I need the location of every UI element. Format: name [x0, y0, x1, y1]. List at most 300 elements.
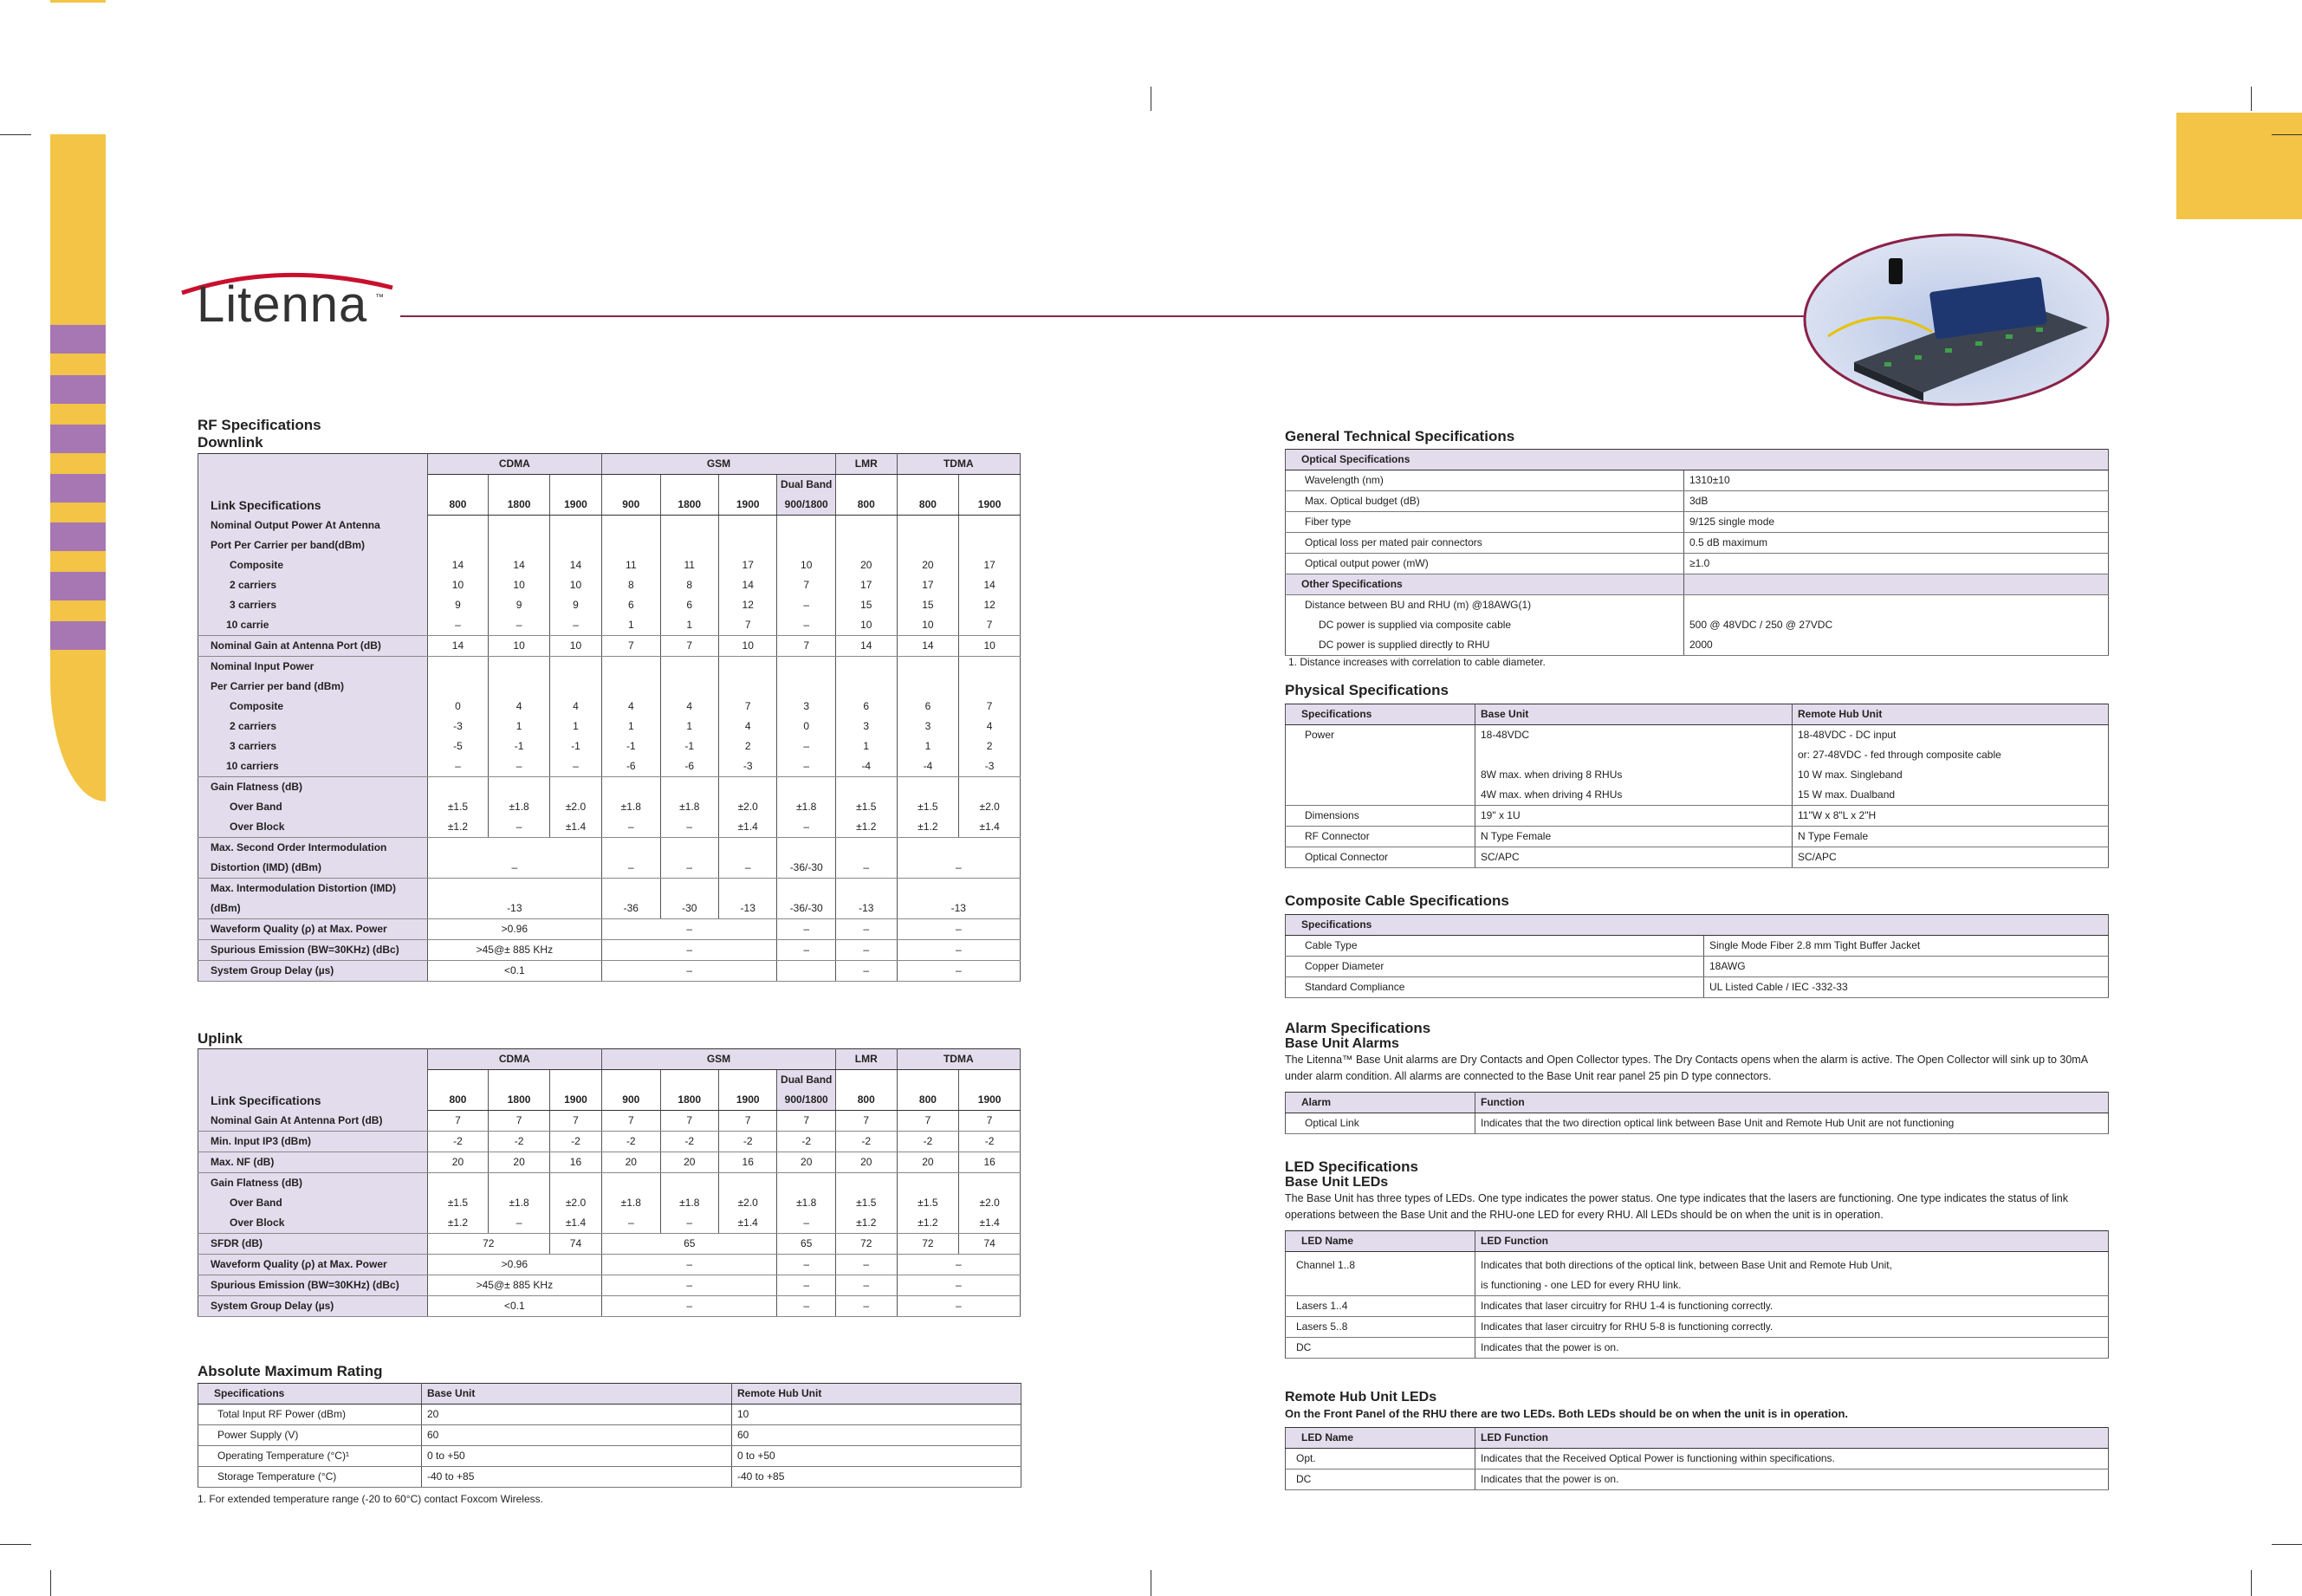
- row-label: Max. Second Order Intermodulation: [211, 840, 387, 853]
- cell: Optical loss per mated pair connectors: [1286, 533, 1684, 554]
- table-row: [198, 776, 1021, 837]
- dc-composite-label: DC power is supplied via composite cable: [1319, 619, 1512, 631]
- band-header: 800: [427, 1070, 489, 1111]
- cell: –: [897, 1255, 1020, 1275]
- band-header: 800: [427, 475, 489, 516]
- cell: ±1.8: [620, 1197, 641, 1209]
- cell: –: [602, 1255, 777, 1275]
- cell-line: Indicates that both directions of the optical link, between Base Unit and Remote Hub Unit,: [1481, 1259, 1892, 1271]
- cell: 7: [986, 699, 993, 712]
- cell: Indicates that laser circuitry for RHU 5-8 is functioning correctly.: [1475, 1317, 2109, 1338]
- cell: Power Supply (V): [198, 1425, 422, 1446]
- cell: –: [573, 618, 579, 631]
- table-row: [198, 1132, 1021, 1152]
- cell: 11: [684, 558, 695, 571]
- cell: ±1.5: [856, 1197, 877, 1209]
- cell: –: [455, 759, 461, 772]
- cell: -3: [742, 759, 753, 772]
- distance-label: Distance between BU and RHU (m) @18AWG(1): [1305, 599, 1532, 611]
- cell: 11: [626, 558, 637, 571]
- cell-line: 18-48VDC: [1481, 729, 1530, 741]
- row-label: System Group Delay (µs): [198, 960, 428, 981]
- uplink-table: [198, 1048, 1021, 1317]
- cell: 0.5 dB maximum: [1684, 533, 2109, 554]
- cell: <0.1: [427, 960, 601, 981]
- col-header: Specifications: [1286, 915, 2109, 936]
- table-row: [198, 918, 1021, 939]
- cell: -5: [453, 739, 463, 752]
- cell: 20: [427, 1152, 489, 1173]
- col-header: Remote Hub Unit: [1793, 704, 2109, 725]
- group-lmr: LMR: [835, 454, 897, 475]
- cell: 65: [602, 1234, 777, 1255]
- table-row: [198, 1425, 1021, 1446]
- cell: 10: [489, 635, 550, 656]
- cell-line: 18-48VDC - DC input: [1798, 729, 1897, 741]
- table-row: [1286, 847, 2109, 868]
- cell: 9: [455, 598, 461, 611]
- cell: -1: [514, 739, 524, 752]
- cell: 7: [549, 1111, 601, 1132]
- cell: 7: [660, 1111, 718, 1132]
- cell: -13: [835, 878, 897, 918]
- cell: ±1.5: [918, 800, 938, 813]
- cell: –: [803, 618, 810, 631]
- cell: 60: [732, 1425, 1021, 1446]
- cell: 10: [718, 635, 776, 656]
- col-header: Base Unit: [1475, 704, 1793, 725]
- link-spec-header: Link Specifications: [198, 454, 428, 516]
- cell: 17: [742, 558, 754, 571]
- cell: 2: [744, 739, 751, 752]
- cell: 10: [922, 618, 934, 631]
- row-sublabel: Over Band: [230, 800, 282, 813]
- cell: –: [686, 1216, 693, 1229]
- row-label: Spurious Emission (BW=30KHz) (dBc): [198, 1275, 428, 1296]
- cell: 60: [422, 1425, 732, 1446]
- cell: 1: [863, 739, 870, 752]
- cell: ±1.5: [918, 1197, 938, 1209]
- cell: 1: [686, 618, 693, 631]
- alarm-description: The Litenna™ Base Unit alarms are Dry Contacts and Open Collector types. The Dry Contacts opens when the alarm is active. The Open Collector will sink up to 30mA under alarm condition. All alarms are connected to the Base Unit rear panel 25 pin D type connectors.: [1285, 1054, 2088, 1082]
- cell: ±1.4: [565, 1216, 587, 1229]
- cell: ±1.4: [979, 1216, 1000, 1229]
- alarm-specs-title: Alarm Specifications: [1285, 1020, 1431, 1036]
- col-header: Specifications: [198, 1384, 422, 1405]
- cable-specs-table: [1285, 914, 2109, 998]
- cell: 65: [777, 1234, 836, 1255]
- cell: -6: [684, 759, 695, 772]
- col-header: LED Name: [1286, 1231, 1475, 1252]
- cell: Copper Diameter: [1286, 957, 1704, 977]
- group-lmr: LMR: [835, 1049, 897, 1070]
- purple-stripe: [50, 325, 106, 354]
- table-row: [198, 1446, 1021, 1467]
- cell: –: [835, 837, 897, 878]
- row-label: (dBm): [211, 901, 241, 914]
- cell: –: [516, 618, 522, 631]
- cell-spacer: [1689, 595, 2103, 615]
- cell: 72: [835, 1234, 897, 1255]
- cell: 10: [860, 618, 872, 631]
- cell: Wavelength (nm): [1286, 470, 1684, 491]
- purple-stripe: [50, 375, 106, 404]
- table-row: [198, 1234, 1021, 1255]
- table-row: [198, 1405, 1021, 1425]
- downlink-title: Downlink: [198, 434, 263, 451]
- row-label: Nominal Output Power At Antenna: [211, 518, 380, 531]
- cell: -13: [897, 878, 1020, 918]
- cell: 0: [803, 719, 810, 732]
- cell: -36: [602, 878, 660, 918]
- cell: 20: [835, 1152, 897, 1173]
- cell: ±1.8: [620, 800, 641, 813]
- cell: 17: [860, 578, 872, 591]
- purple-stripe: [50, 425, 106, 453]
- table-row: [1286, 936, 2109, 957]
- cell: –: [602, 939, 777, 960]
- cell: Optical Connector: [1286, 847, 1475, 868]
- cell: ±1.4: [737, 1216, 758, 1229]
- cell: 7: [744, 699, 751, 712]
- row-label: SFDR (dB): [198, 1234, 428, 1255]
- table-row: [1286, 957, 2109, 977]
- cell: Indicates that laser circuitry for RHU 1-4 is functioning correctly.: [1475, 1296, 2109, 1317]
- cell: –: [455, 618, 461, 631]
- cell: 20: [489, 1152, 550, 1173]
- purple-stripe: [50, 522, 106, 551]
- row-label: Nominal Gain at Antenna Port (dB): [198, 635, 428, 656]
- table-row: [198, 1255, 1021, 1275]
- cell: 2: [986, 739, 993, 752]
- cell: 1: [516, 719, 522, 732]
- cell: Indicates that the power is on.: [1475, 1338, 2109, 1359]
- cell: 14: [835, 635, 897, 656]
- cell: 10: [732, 1405, 1021, 1425]
- rhu-led-table: [1285, 1427, 2109, 1490]
- table-row: [198, 656, 1021, 776]
- table-row: [1286, 806, 2109, 827]
- dc-composite-value: 500 @ 48VDC / 250 @ 27VDC: [1689, 619, 1833, 631]
- cell: -2: [777, 1132, 836, 1152]
- cell: ±1.2: [918, 820, 938, 833]
- row-label: Spurious Emission (BW=30KHz) (dBc): [198, 939, 428, 960]
- amr-title: Absolute Maximum Rating: [198, 1363, 383, 1379]
- cell: ≥1.0: [1684, 554, 2109, 574]
- cell: N Type Female: [1793, 827, 2109, 847]
- row-sublabel: 3 carriers: [230, 598, 277, 611]
- dual-band-header: Dual Band: [777, 475, 836, 496]
- cell: ±1.8: [509, 1197, 529, 1209]
- crop-mark: [2272, 134, 2302, 135]
- col-header: LED Function: [1475, 1231, 2109, 1252]
- cell: >0.96: [427, 918, 601, 939]
- cell: 20: [777, 1152, 836, 1173]
- cell: –: [897, 939, 1020, 960]
- band-header: 1800: [489, 1070, 550, 1111]
- cell: Dimensions: [1286, 806, 1475, 827]
- cell: -2: [897, 1132, 959, 1152]
- cell: –: [777, 939, 836, 960]
- row-label: System Group Delay (µs): [198, 1296, 428, 1317]
- row-sublabel: Over Block: [230, 820, 285, 833]
- table-row: [198, 635, 1021, 656]
- band-header: 1900: [549, 1070, 601, 1111]
- cell: ±1.8: [679, 1197, 700, 1209]
- cell: ±1.8: [796, 1197, 817, 1209]
- row-sublabel: Over Block: [230, 1216, 285, 1229]
- cell: RF Connector: [1286, 827, 1475, 847]
- table-row: [1286, 1338, 2109, 1359]
- cell: ±2.0: [565, 800, 587, 813]
- table-row: [1286, 512, 2109, 533]
- cell: 1: [627, 618, 634, 631]
- cell: 14: [427, 635, 489, 656]
- cell: –: [627, 820, 634, 833]
- cell: -2: [718, 1132, 776, 1152]
- top-yellow-mark: [50, 0, 106, 3]
- cell: -3: [984, 759, 995, 772]
- cell: 7: [718, 1111, 776, 1132]
- cell: –: [897, 1296, 1020, 1317]
- general-specs-table: [1285, 449, 2109, 656]
- crop-mark: [0, 134, 31, 135]
- cell: Channel 1..8: [1286, 1252, 1475, 1296]
- band-header: 800: [897, 475, 959, 516]
- cell: –: [835, 918, 897, 939]
- crop-mark: [2272, 1544, 2302, 1545]
- cell: 10: [569, 578, 582, 591]
- table-row: [1286, 1113, 2109, 1134]
- row-sublabel: Over Band: [230, 1197, 282, 1209]
- cell: 20: [897, 1152, 959, 1173]
- cell: –: [516, 759, 522, 772]
- cell: -2: [602, 1132, 660, 1152]
- cell: DC: [1286, 1338, 1475, 1359]
- rhu-led-title: Remote Hub Unit LEDs: [1285, 1390, 1437, 1405]
- cell: -4: [923, 759, 933, 772]
- cell: 1: [924, 739, 931, 752]
- group-cdma: CDMA: [427, 1049, 601, 1070]
- dc-direct-value: 2000: [1689, 639, 1713, 651]
- cell: 7: [986, 618, 993, 631]
- cell: 7: [803, 578, 810, 591]
- cell: 17: [983, 558, 995, 571]
- table-row: [1286, 1252, 2109, 1296]
- cell: 3: [803, 699, 810, 712]
- cell: 14: [451, 558, 464, 571]
- cell: -2: [549, 1132, 601, 1152]
- logo-wordmark: Litenna: [197, 276, 368, 333]
- logo-tm: ™: [375, 293, 384, 302]
- cell: >0.96: [427, 1255, 601, 1275]
- cell: ±2.0: [979, 1197, 1000, 1209]
- cell: –: [516, 1216, 522, 1229]
- cell-line: 8W max. when driving 8 RHUs: [1481, 769, 1623, 781]
- cell: 7: [777, 1111, 836, 1132]
- row-label: Gain Flatness (dB): [211, 1177, 303, 1189]
- cell: 6: [686, 598, 693, 611]
- cell: 14: [513, 558, 525, 571]
- table-row: [198, 837, 1021, 878]
- cell: 0: [455, 699, 461, 712]
- alarm-subtitle: Base Unit Alarms: [1285, 1036, 1399, 1051]
- cell: –: [777, 918, 836, 939]
- cell: ±1.2: [918, 1216, 938, 1229]
- cell: –: [897, 918, 1020, 939]
- cell-line: 15 W max. Dualband: [1798, 788, 1896, 801]
- cell: –: [835, 1275, 897, 1296]
- cell: –: [573, 759, 579, 772]
- cell: 12: [742, 598, 754, 611]
- purple-stripe: [50, 621, 106, 650]
- group-gsm: GSM: [602, 1049, 836, 1070]
- cell: ±1.2: [856, 1216, 877, 1229]
- yellow-sidebar-band: [50, 134, 106, 801]
- cell: UL Listed Cable / IEC -332-33: [1704, 977, 2109, 998]
- cell: -36/-30: [777, 878, 836, 918]
- cell: 0 to +50: [422, 1446, 732, 1467]
- cell: ±1.8: [796, 800, 817, 813]
- product-photo: [1802, 232, 2111, 407]
- cell: ±1.2: [447, 1216, 469, 1229]
- dual-band-header: Dual Band: [777, 1070, 836, 1091]
- cell: 7: [959, 1111, 1021, 1132]
- cell: 15: [922, 598, 934, 611]
- cell: -2: [427, 1132, 489, 1152]
- cell: Storage Temperature (°C): [198, 1467, 422, 1488]
- cell: Operating Temperature (°C)¹: [198, 1446, 422, 1467]
- cell: -6: [626, 759, 636, 772]
- cable-specs-title: Composite Cable Specifications: [1285, 892, 1509, 909]
- cell: 1: [573, 719, 579, 732]
- cell: –: [803, 1216, 810, 1229]
- cell: –: [718, 837, 776, 878]
- purple-stripe: [50, 474, 106, 503]
- cell: 3dB: [1684, 491, 2109, 512]
- cell: Lasers 5..8: [1286, 1317, 1475, 1338]
- cell: Indicates that the power is on.: [1475, 1469, 2109, 1490]
- cell: 7: [660, 635, 718, 656]
- row-label: Max. NF (dB): [198, 1152, 428, 1173]
- dc-direct-label: DC power is supplied directly to RHU: [1319, 639, 1490, 651]
- cell: -1: [626, 739, 636, 752]
- cell: [1684, 574, 2109, 595]
- col-header: Base Unit: [422, 1384, 732, 1405]
- led-subtitle: Base Unit LEDs: [1285, 1175, 1389, 1190]
- cell: Standard Compliance: [1286, 977, 1704, 998]
- cell: -30: [660, 878, 718, 918]
- cell: ±1.4: [737, 820, 758, 833]
- row-label: Nominal Gain At Antenna Port (dB): [198, 1111, 428, 1132]
- cell: >45@± 885 KHz: [427, 939, 601, 960]
- table-row: [198, 1152, 1021, 1173]
- crop-mark: [50, 1570, 51, 1596]
- cell: <0.1: [427, 1296, 601, 1317]
- led-specs-title: LED Specifications: [1285, 1158, 1418, 1175]
- physical-specs-title: Physical Specifications: [1285, 682, 1449, 698]
- cell: 17: [922, 578, 934, 591]
- cell: 3: [924, 719, 931, 732]
- cell: ±2.0: [565, 1197, 587, 1209]
- cell: 9/125 single mode: [1684, 512, 2109, 533]
- cell: 20: [660, 1152, 718, 1173]
- row-label: Distortion (IMD) (dBm): [211, 860, 321, 873]
- cell: -36/-30: [777, 837, 836, 878]
- band-header: 800: [835, 1070, 897, 1111]
- band-header: 900/1800: [777, 1090, 836, 1111]
- cell: -4: [861, 759, 872, 772]
- cell: 6: [627, 598, 634, 611]
- cell: 1: [627, 719, 634, 732]
- cell: 6: [863, 699, 870, 712]
- band-header: 1800: [489, 475, 550, 516]
- cell: ±1.4: [565, 820, 587, 833]
- rf-specs-title: RF Specifications: [198, 417, 321, 433]
- cell: –: [835, 939, 897, 960]
- table-row: [1286, 977, 2109, 998]
- cell: 4: [516, 699, 522, 712]
- group-tdma: TDMA: [897, 454, 1020, 475]
- cell: –: [803, 759, 810, 772]
- cell: 8: [686, 578, 693, 591]
- cell: –: [803, 739, 810, 752]
- cell: –: [602, 960, 777, 981]
- cell: SC/APC: [1793, 847, 2109, 868]
- cell: 12: [983, 598, 995, 611]
- downlink-table: [198, 453, 1021, 982]
- cell: ±1.5: [447, 1197, 469, 1209]
- table-row: [198, 516, 1021, 636]
- cell: Lasers 1..4: [1286, 1296, 1475, 1317]
- table-row: [198, 878, 1021, 918]
- yellow-corner-block: [2176, 113, 2302, 219]
- cell: 74: [549, 1234, 601, 1255]
- row-label: Max. Intermodulation Distortion (IMD): [211, 881, 396, 894]
- cell-line: 10 W max. Singleband: [1798, 769, 1903, 781]
- cell: –: [835, 1296, 897, 1317]
- table-row: [1286, 1469, 2109, 1490]
- row-sublabel: 10 carrie: [226, 618, 269, 631]
- table-row: [198, 1275, 1021, 1296]
- band-header: 900: [602, 475, 660, 516]
- cell: SC/APC: [1475, 847, 1793, 868]
- cell: 14: [742, 578, 754, 591]
- cell: –: [777, 1255, 836, 1275]
- cell: 74: [959, 1234, 1021, 1255]
- cell: 14: [983, 578, 995, 591]
- band-header: 900: [602, 1070, 660, 1111]
- cell: –: [803, 820, 810, 833]
- cell: 14: [569, 558, 582, 571]
- table-row: [1286, 1317, 2109, 1338]
- row-sublabel: 3 carriers: [230, 739, 277, 752]
- cell: 4: [986, 719, 993, 732]
- table-row: [198, 1467, 1021, 1488]
- cell: ±1.8: [679, 800, 700, 813]
- cell: 15: [860, 598, 872, 611]
- cell: 7: [744, 618, 751, 631]
- cell: 16: [959, 1152, 1021, 1173]
- cell: >45@± 885 KHz: [427, 1275, 601, 1296]
- group-tdma: TDMA: [897, 1049, 1020, 1070]
- table-row: [1286, 491, 2109, 512]
- cell: 16: [718, 1152, 776, 1173]
- cell: 10: [513, 578, 525, 591]
- table-row: [1286, 554, 2109, 574]
- cell: 7: [602, 1111, 660, 1132]
- col-header: LED Name: [1286, 1428, 1475, 1449]
